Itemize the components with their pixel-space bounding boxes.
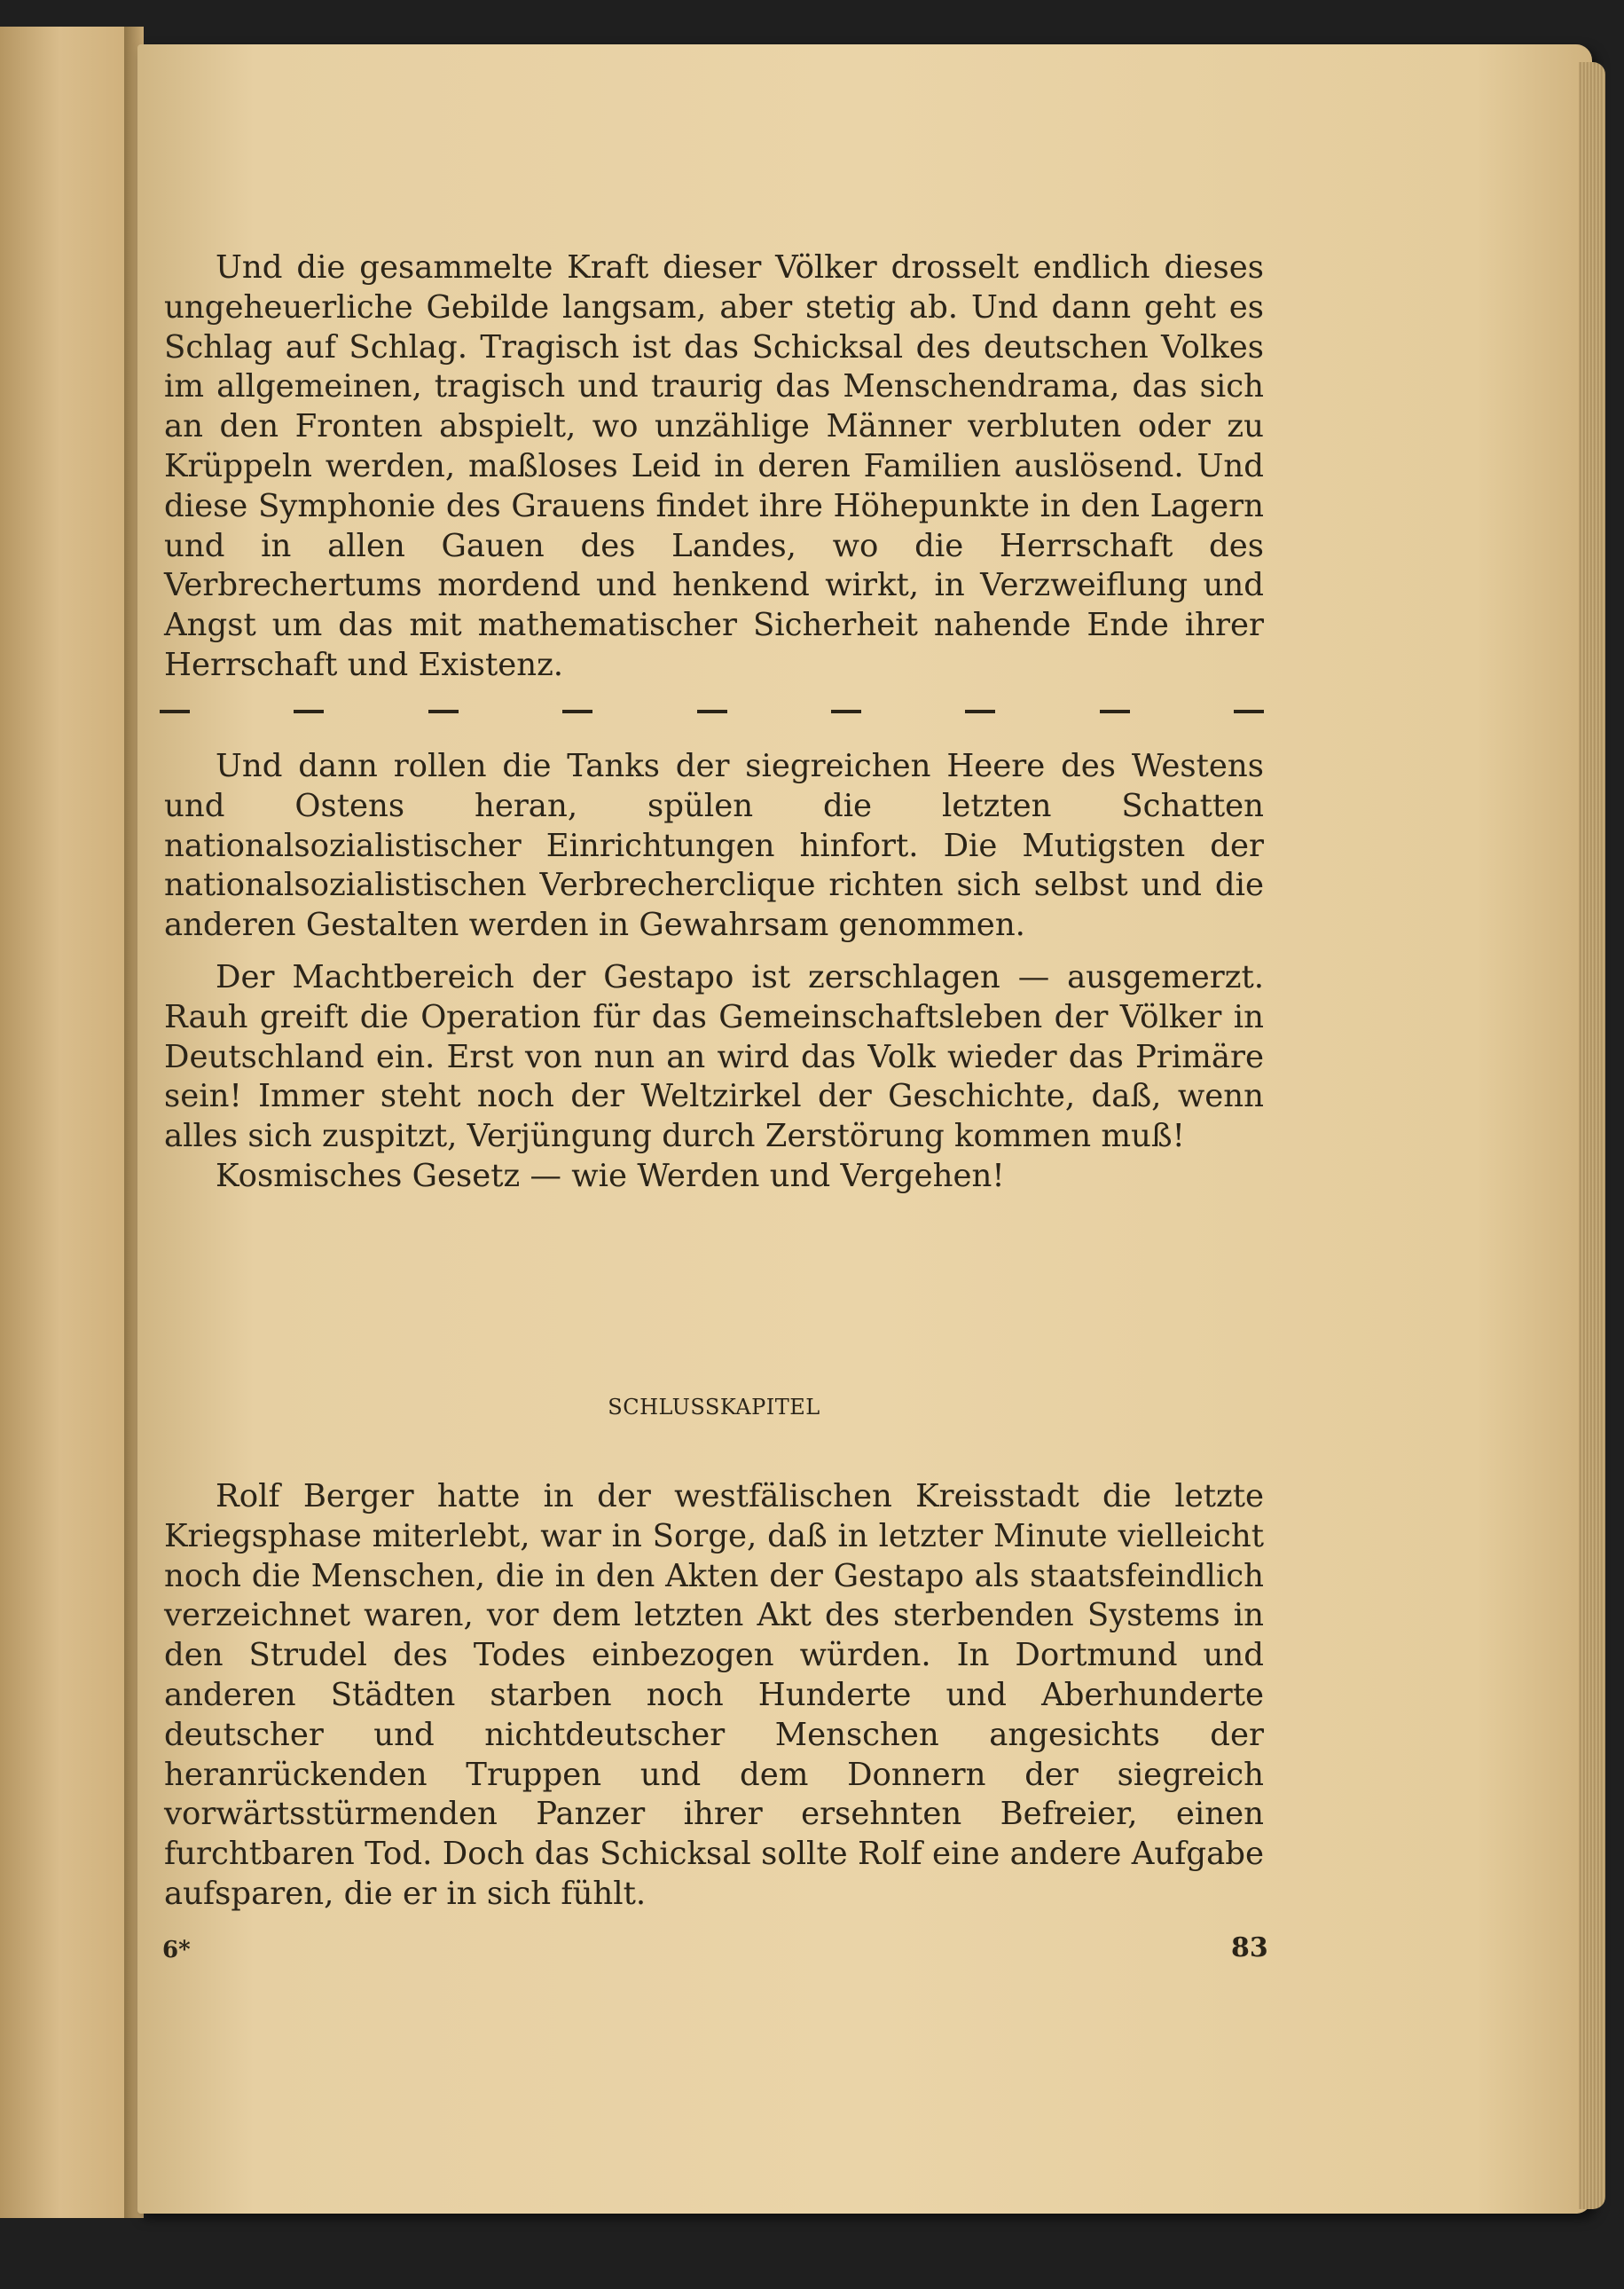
chapter-title: SCHLUSSKAPITEL — [608, 1395, 820, 1420]
page-number: 83 — [1231, 1932, 1268, 1963]
divider-dash — [428, 710, 459, 713]
paragraph-5 — [164, 1477, 1264, 1915]
divider-dash — [965, 710, 995, 713]
divider-dash — [562, 710, 592, 713]
left-facing-page — [0, 27, 133, 2218]
divider-dash — [294, 710, 324, 713]
divider-dash — [697, 710, 727, 713]
paragraph-2-text: Und dann rollen die Tanks der siegreichen Heere des Westens und Ostens heran, spülen die letzten Schatten nationalsozialistischer Einrichtungen hinfort. Die Mutigsten der nationalsozialistischen Verbrecherclique richten sich selbst und die anderen Gestalten werden in Gewahrsam genommen. — [164, 748, 1264, 944]
divider-dash — [1234, 710, 1264, 713]
divider-dash — [1100, 710, 1130, 713]
section-divider — [160, 703, 1264, 720]
paragraph-3-text: Der Machtbereich der Gestapo ist zerschlagen — ausgemerzt. Rauh greift die Operation für das Gemeinschaftsleben der Völker in Deutschland ein. Erst von nun an wird das Volk wieder das Primäre sein! Immer steht noch der Weltzirkel der Geschichte, daß, wenn alles sich zuspitzt, Verjüngung durch Zerstörung kommen muß! — [164, 959, 1264, 1155]
paragraph-4-text: Kosmisches Gesetz — wie Werden und Vergehen! — [216, 1157, 1005, 1194]
paragraph-1-text: Und die gesammelte Kraft dieser Völker drosselt endlich dieses ungeheuerliche Gebilde langsam, aber stetig ab. Und dann geht es Schlag auf Schlag. Tragisch ist das Schicksal des deutschen Volkes im allgemeinen, tragisch und traurig das Menschendrama, das sich an den Fronten abspielt, wo unzählige Männer verbluten oder zu Krüppeln werden, maßloses Leid in deren Familien auslösend. Und diese Symphonie des Grauens findet ihre Höhepunkte in den Lagern und in allen Gauen des Landes, wo die Herrschaft des Verbrechertums mordend und henkend wirkt, in Verzweiflung und Angst um das mit mathematischer Sicherheit nahende Ende ihrer Herrschaft und Existenz. — [164, 249, 1264, 683]
paragraph-1 — [164, 248, 1264, 686]
paragraph-3 — [164, 958, 1264, 1197]
divider-dash — [160, 710, 190, 713]
divider-dash — [831, 710, 861, 713]
page-stack-edges — [1579, 62, 1605, 2209]
signature-mark: 6* — [162, 1937, 191, 1963]
paragraph-2 — [164, 747, 1264, 946]
paragraph-5-text: Rolf Berger hatte in der westfälischen Kreisstadt die letzte Kriegsphase miterlebt, war in Sorge, daß in letzter Minute vielleicht noch die Menschen, die in den Akten der Gestapo als staatsfeindlich verzeichnet waren, vor dem letzten Akt des sterbenden Systems in den Strudel des Todes einbezogen würden. In Dortmund und anderen Städten starben noch Hunderte und Aberhunderte deutscher und nichtdeutscher Menschen angesichts der heranrückenden Truppen und dem Donnern der siegreich vorwärtsstürmenden Panzer ihrer ersehnten Befreier, einen furchtbaren Tod. Doch das Schicksal sollte Rolf eine andere Aufgabe aufsparen, die er in sich fühlt. — [164, 1478, 1264, 1912]
